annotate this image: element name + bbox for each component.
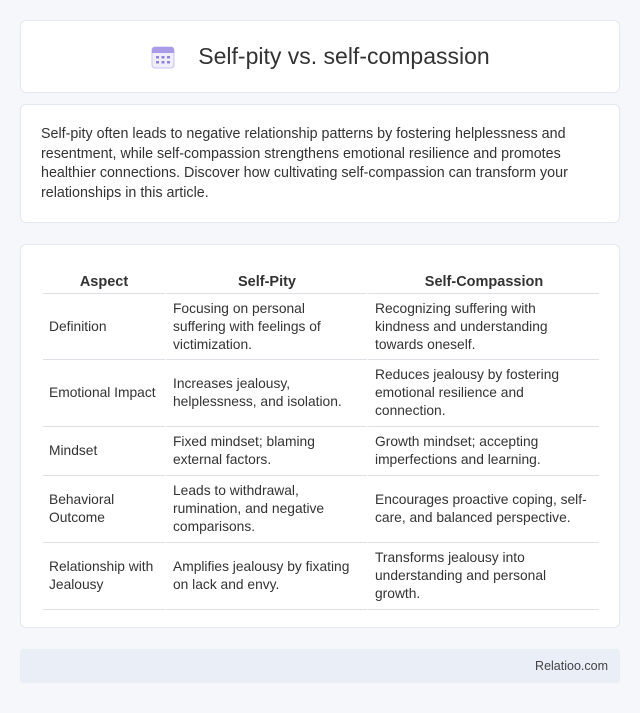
self-compassion-cell: Transforms jealousy into understanding and personal growth.: [367, 543, 599, 610]
self-compassion-cell: Growth mindset; accepting imperfections and learning.: [367, 427, 599, 476]
column-header-self-pity: Self-Pity: [165, 265, 367, 294]
aspect-cell: Relationship with Jealousy: [43, 543, 165, 610]
self-pity-cell: Fixed mindset; blaming external factors.: [165, 427, 367, 476]
column-header-self-compassion: Self-Compassion: [367, 265, 599, 294]
self-pity-cell: Amplifies jealousy by fixating on lack and envy.: [165, 543, 367, 610]
comparison-table: [43, 265, 599, 610]
footer-brand: Relatioo.com: [535, 659, 608, 673]
self-pity-cell: Increases jealousy, helplessness, and isolation.: [165, 360, 367, 427]
self-pity-cell: Leads to withdrawal, rumination, and negative comparisons.: [165, 476, 367, 543]
page-title: Self-pity vs. self-compassion: [198, 43, 490, 69]
table-row: [43, 476, 599, 543]
table-row: [43, 543, 599, 610]
aspect-cell: Definition: [43, 294, 165, 360]
table-row: [43, 360, 599, 427]
self-compassion-cell: Recognizing suffering with kindness and understanding towards oneself.: [367, 294, 599, 360]
self-compassion-cell: Reduces jealousy by fostering emotional resilience and connection.: [367, 360, 599, 427]
intro-text: Self-pity often leads to negative relationship patterns by fostering helplessness and resentment, while self-compassion strengthens emotional resilience and promotes healthier connections. Discover how cultivating self-compassion can transform your relationships in this article.: [41, 126, 568, 201]
footer: [20, 649, 620, 683]
column-header-aspect: Aspect: [43, 265, 165, 294]
table-row: [43, 294, 599, 360]
aspect-cell: Mindset: [43, 427, 165, 476]
aspect-cell: Behavioral Outcome: [43, 476, 165, 543]
self-pity-cell: Focusing on personal suffering with feelings of victimization.: [165, 294, 367, 360]
calendar-icon: [150, 44, 176, 70]
table-header-row: [43, 265, 599, 294]
title-card: [20, 20, 620, 93]
comparison-card: [20, 244, 620, 628]
intro-card: [20, 104, 620, 223]
aspect-cell: Emotional Impact: [43, 360, 165, 427]
self-compassion-cell: Encourages proactive coping, self-care, and balanced perspective.: [367, 476, 599, 543]
table-row: [43, 427, 599, 476]
